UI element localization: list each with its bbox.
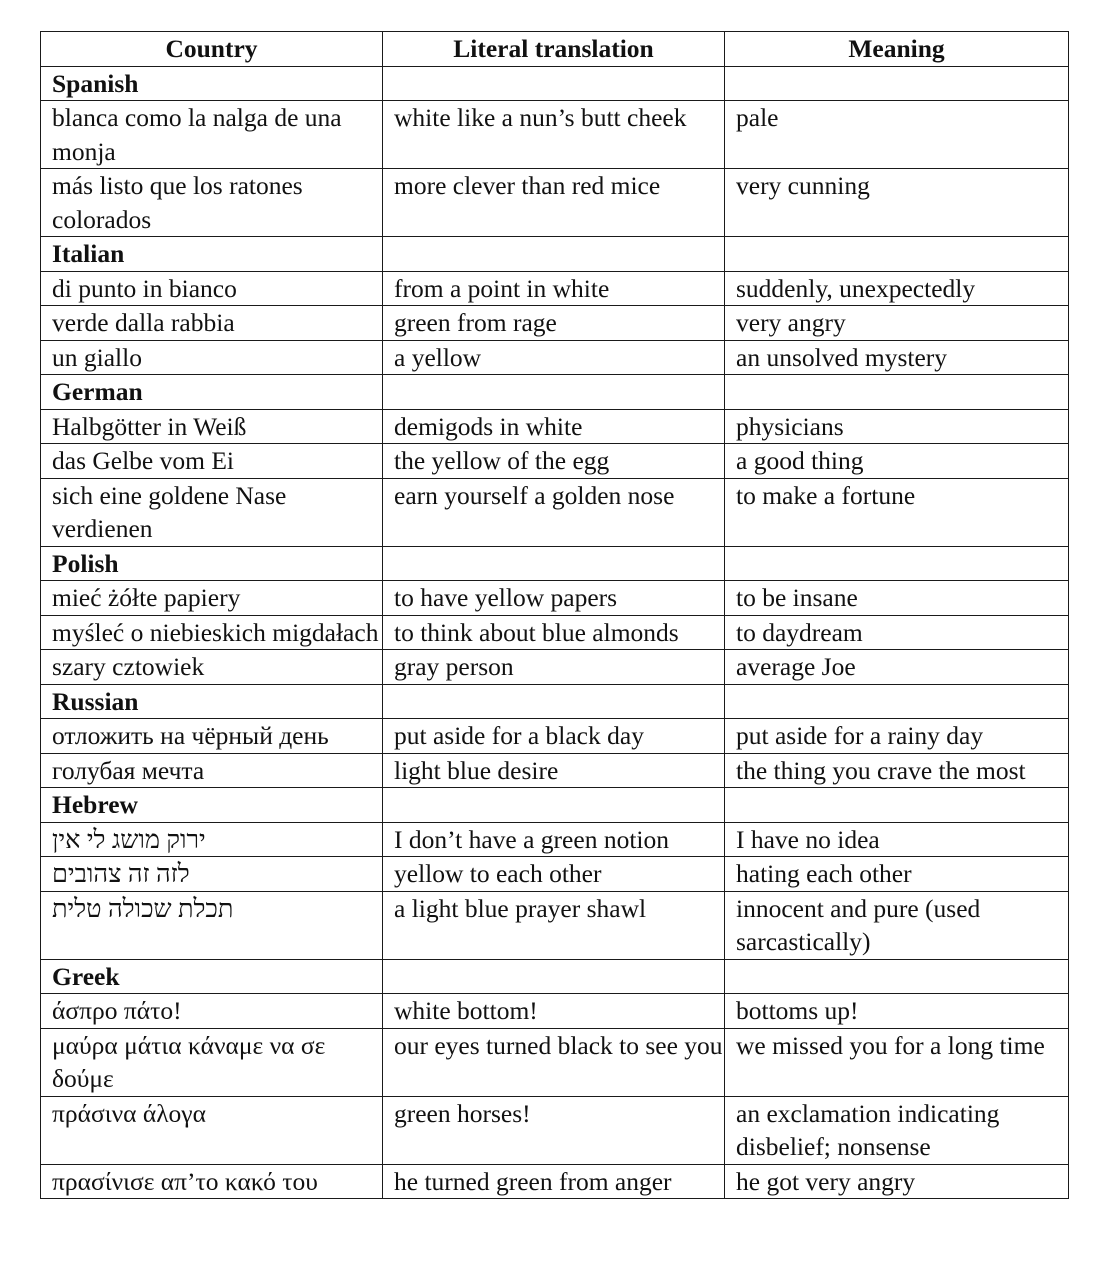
idiom-cell: μαύρα μάτια κάναμε να σε δούμε: [41, 1028, 383, 1096]
table-row: [41, 271, 1069, 306]
idiom-cell: άσπρο πάτο!: [41, 994, 383, 1029]
table-row: [41, 169, 1069, 237]
section-row: [41, 959, 1069, 994]
idiom-cell: di punto in bianco: [41, 271, 383, 306]
meaning-cell: innocent and pure (used sarcastically): [725, 891, 1069, 959]
section-heading: Russian: [41, 684, 383, 719]
meaning-cell: average Joe: [725, 650, 1069, 685]
section-row: [41, 237, 1069, 272]
meaning-cell: very cunning: [725, 169, 1069, 237]
meaning-cell: a good thing: [725, 444, 1069, 479]
section-heading: German: [41, 375, 383, 410]
literal-translation-cell: he turned green from anger: [383, 1164, 725, 1199]
idiom-cell: πρασίνισε απ’το κακό του: [41, 1164, 383, 1199]
literal-translation-cell: demigods in white: [383, 409, 725, 444]
meaning-cell: he got very angry: [725, 1164, 1069, 1199]
empty-cell: [383, 237, 725, 272]
empty-cell: [725, 66, 1069, 101]
empty-cell: [725, 546, 1069, 581]
column-header-meaning: Meaning: [725, 32, 1069, 67]
section-row: [41, 546, 1069, 581]
literal-translation-cell: gray person: [383, 650, 725, 685]
meaning-cell: put aside for a rainy day: [725, 719, 1069, 754]
literal-translation-cell: more clever than red mice: [383, 169, 725, 237]
idiom-cell: szary cztowiek: [41, 650, 383, 685]
table-row: [41, 615, 1069, 650]
idiom-cell: голубая мечта: [41, 753, 383, 788]
meaning-cell: bottoms up!: [725, 994, 1069, 1029]
table-row: [41, 478, 1069, 546]
meaning-cell: the thing you crave the most: [725, 753, 1069, 788]
section-heading: Italian: [41, 237, 383, 272]
table-row: [41, 1096, 1069, 1164]
idiom-cell: verde dalla rabbia: [41, 306, 383, 341]
empty-cell: [725, 237, 1069, 272]
idiom-text: תכלת שכולה טלית: [52, 893, 234, 923]
idiom-cell: mieć żółte papiery: [41, 581, 383, 616]
literal-translation-cell: white bottom!: [383, 994, 725, 1029]
meaning-cell: an unsolved mystery: [725, 340, 1069, 375]
idiom-cell: [41, 891, 383, 959]
table-row: [41, 753, 1069, 788]
literal-translation-cell: our eyes turned black to see you: [383, 1028, 725, 1096]
table-row: [41, 891, 1069, 959]
table-row: [41, 650, 1069, 685]
literal-translation-cell: a yellow: [383, 340, 725, 375]
meaning-cell: very angry: [725, 306, 1069, 341]
meaning-cell: hating each other: [725, 857, 1069, 892]
section-heading: Hebrew: [41, 788, 383, 823]
meaning-cell: an exclamation indicating disbelief; nonsense: [725, 1096, 1069, 1164]
literal-translation-cell: light blue desire: [383, 753, 725, 788]
idiom-cell: das Gelbe vom Ei: [41, 444, 383, 479]
literal-translation-cell: green horses!: [383, 1096, 725, 1164]
table-row: [41, 101, 1069, 169]
idiom-text: לזה זה צהובים: [52, 859, 190, 888]
empty-cell: [725, 684, 1069, 719]
section-row: [41, 375, 1069, 410]
table-row: [41, 1028, 1069, 1096]
empty-cell: [383, 546, 725, 581]
section-heading: Greek: [41, 959, 383, 994]
table-row: [41, 857, 1069, 892]
meaning-cell: to be insane: [725, 581, 1069, 616]
empty-cell: [725, 788, 1069, 823]
table-row: [41, 1164, 1069, 1199]
empty-cell: [383, 959, 725, 994]
idiom-cell: blanca como la nalga de una monja: [41, 101, 383, 169]
literal-translation-cell: white like a nun’s butt cheek: [383, 101, 725, 169]
table-row: [41, 409, 1069, 444]
section-heading: Polish: [41, 546, 383, 581]
table-body: [41, 66, 1069, 1199]
column-header-country: Country: [41, 32, 383, 67]
idiom-cell: myśleć o niebieskich migdałach: [41, 615, 383, 650]
meaning-cell: suddenly, unexpectedly: [725, 271, 1069, 306]
section-row: [41, 66, 1069, 101]
literal-translation-cell: to have yellow papers: [383, 581, 725, 616]
idiom-cell: Halbgötter in Weiß: [41, 409, 383, 444]
literal-translation-cell: put aside for a black day: [383, 719, 725, 754]
header-row: [41, 32, 1069, 67]
literal-translation-cell: the yellow of the egg: [383, 444, 725, 479]
idiom-cell: un giallo: [41, 340, 383, 375]
empty-cell: [383, 66, 725, 101]
meaning-cell: physicians: [725, 409, 1069, 444]
literal-translation-cell: to think about blue almonds: [383, 615, 725, 650]
table-row: [41, 994, 1069, 1029]
table-row: [41, 306, 1069, 341]
table-row: [41, 822, 1069, 857]
literal-translation-cell: earn yourself a golden nose: [383, 478, 725, 546]
table-header: [41, 32, 1069, 67]
section-heading: Spanish: [41, 66, 383, 101]
idiom-cell: πράσινα άλογα: [41, 1096, 383, 1164]
empty-cell: [383, 684, 725, 719]
idiom-cell: отложить на чёрный день: [41, 719, 383, 754]
idiom-cell: más listo que los ratones colorados: [41, 169, 383, 237]
meaning-cell: to make a fortune: [725, 478, 1069, 546]
idiom-text: ירוק מושג לי אין: [52, 824, 206, 854]
empty-cell: [725, 375, 1069, 410]
table-row: [41, 340, 1069, 375]
section-row: [41, 788, 1069, 823]
idioms-table: [40, 31, 1069, 1199]
literal-translation-cell: I don’t have a green notion: [383, 822, 725, 857]
meaning-cell: I have no idea: [725, 822, 1069, 857]
literal-translation-cell: from a point in white: [383, 271, 725, 306]
literal-translation-cell: green from rage: [383, 306, 725, 341]
column-header-literal-translation: Literal translation: [383, 32, 725, 67]
literal-translation-cell: yellow to each other: [383, 857, 725, 892]
empty-cell: [383, 375, 725, 410]
section-row: [41, 684, 1069, 719]
idiom-cell: [41, 857, 383, 892]
meaning-cell: we missed you for a long time: [725, 1028, 1069, 1096]
idiom-cell: [41, 822, 383, 857]
table-row: [41, 444, 1069, 479]
literal-translation-cell: a light blue prayer shawl: [383, 891, 725, 959]
meaning-cell: to daydream: [725, 615, 1069, 650]
idiom-cell: sich eine goldene Nase verdienen: [41, 478, 383, 546]
empty-cell: [383, 788, 725, 823]
meaning-cell: pale: [725, 101, 1069, 169]
table-row: [41, 719, 1069, 754]
empty-cell: [725, 959, 1069, 994]
table-row: [41, 581, 1069, 616]
